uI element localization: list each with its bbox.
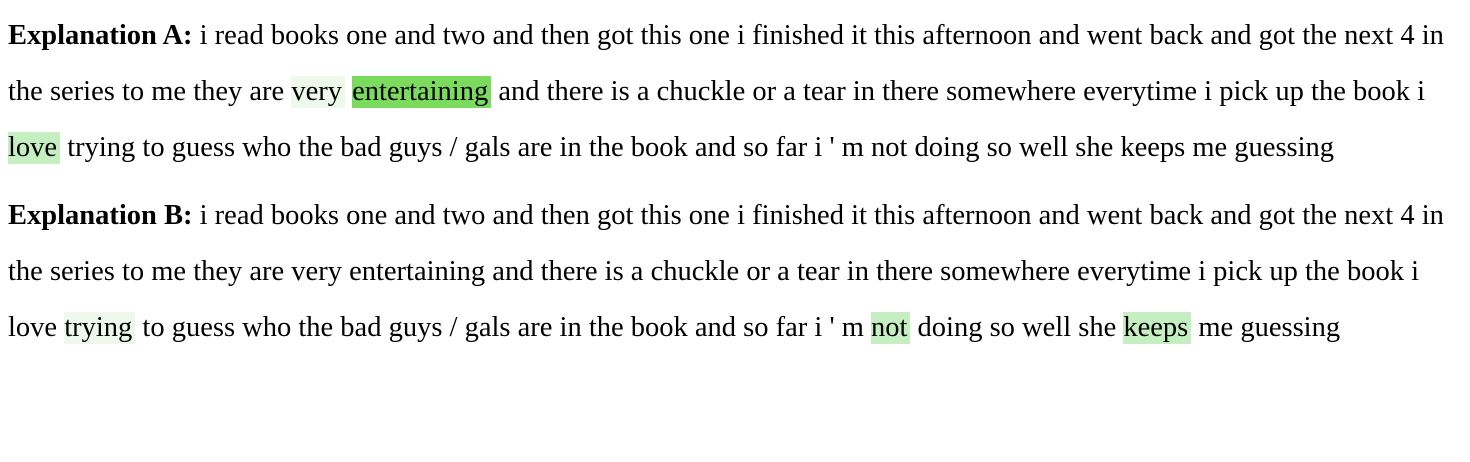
highlighted-token: keeps xyxy=(1123,312,1191,344)
explanation-a-text xyxy=(8,20,1444,163)
explanation-a-paragraph xyxy=(8,8,1458,176)
highlighted-token: entertaining xyxy=(352,76,491,108)
text-segment: trying to guess who the bad guys / gals are in the book and so far i ' m not doing so well she keeps me guessing xyxy=(60,132,1335,163)
text-segment: i read books one and two and then got this one i finished it this afternoon and went back and got the next 4 in the series to me they are very entertaining and there is a chuckle or a tear in there somewhere everytime i pick up the book i love xyxy=(8,200,1444,343)
text-segment: to guess who the bad guys / gals are in the book and so far i ' m xyxy=(135,312,871,343)
text-segment: me guessing xyxy=(1191,312,1341,343)
highlighted-token: very xyxy=(291,76,345,108)
highlighted-token: trying xyxy=(64,312,135,344)
highlighted-token: not xyxy=(871,312,910,344)
text-segment: i read books one and two and then got this one i finished it this afternoon and went back and got the next 4 in the series to me they are xyxy=(8,20,1444,107)
text-segment: doing so well she xyxy=(910,312,1124,343)
explanation-b-paragraph xyxy=(8,188,1458,356)
explanation-b-label: Explanation B: xyxy=(8,200,193,231)
explanation-a-label: Explanation A: xyxy=(8,20,193,51)
text-segment xyxy=(345,76,352,107)
text-segment: and there is a chuckle or a tear in there somewhere everytime i pick up the book i xyxy=(491,76,1426,107)
highlighted-token: love xyxy=(8,132,60,164)
explanation-b-text xyxy=(8,200,1444,343)
